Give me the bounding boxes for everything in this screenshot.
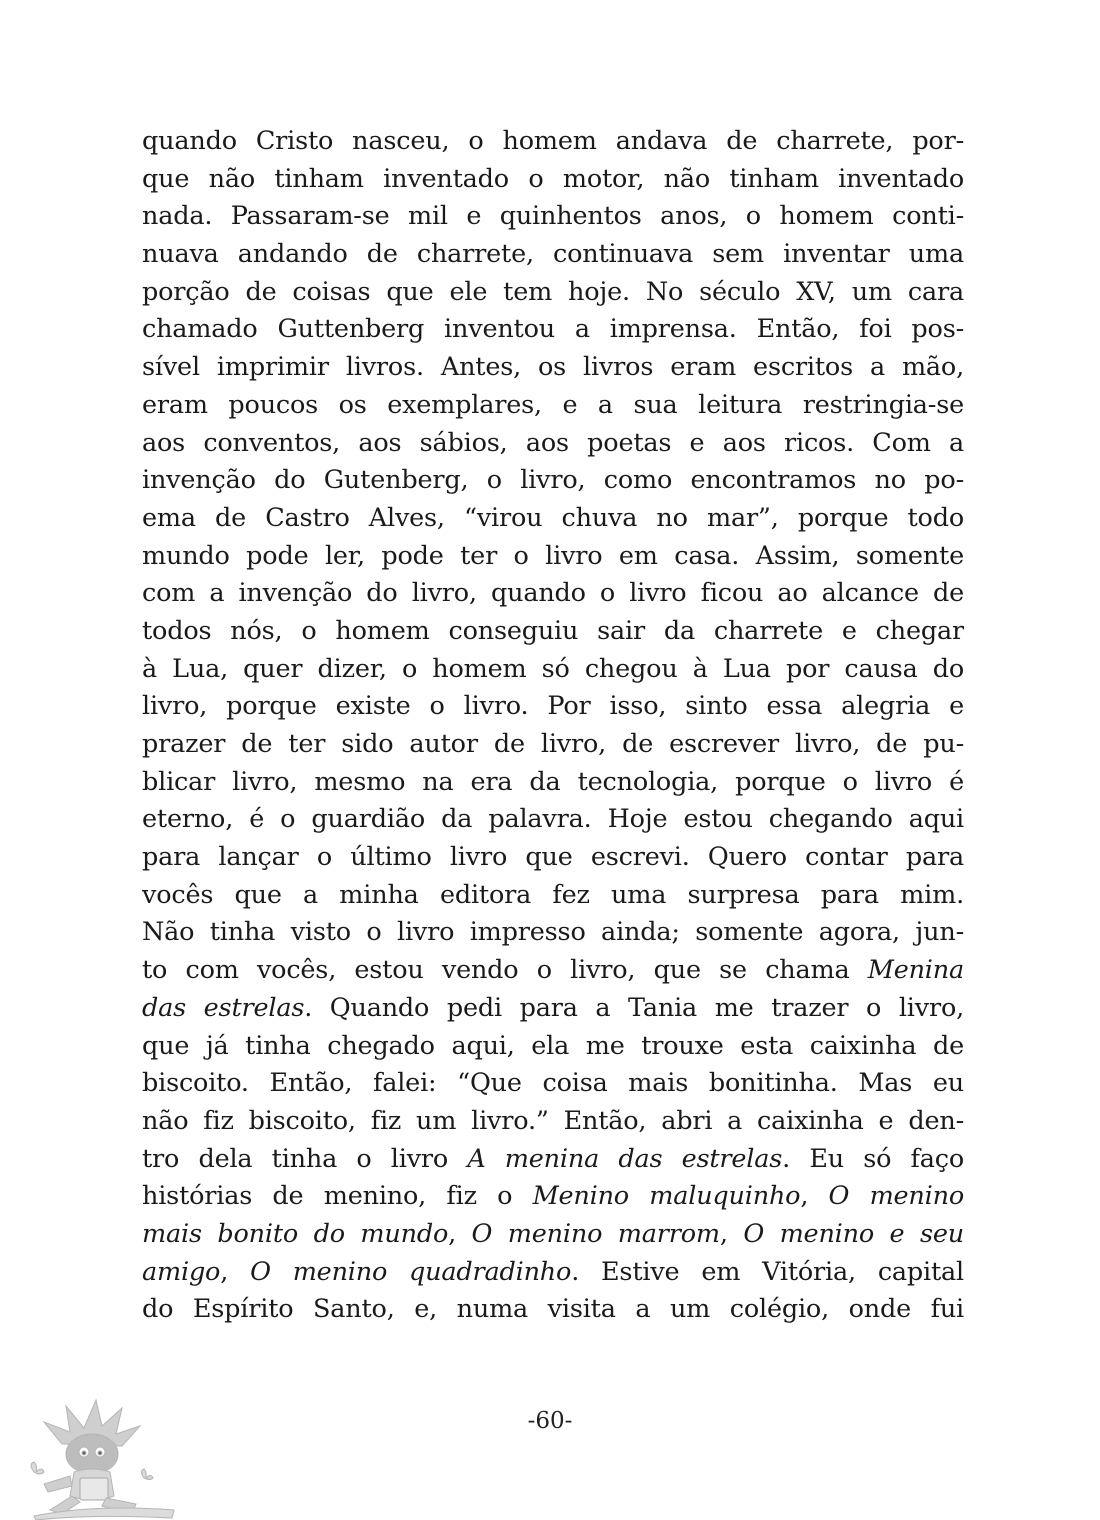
text-segment: do Espírito Santo, e, numa visita a um colégio, onde fui — [142, 1294, 964, 1325]
italic-title-text: O menino — [828, 1181, 964, 1212]
text-segment: todos nós, o homem conseguiu sair da charrete e chegar — [142, 615, 964, 646]
text-line — [142, 1141, 964, 1179]
text-segment: mundo pode ler, pode ter o livro em casa. Assim, somente — [142, 540, 964, 571]
italic-title-text: Menino maluquinho — [532, 1181, 801, 1212]
text-segment: nada. Passaram-se mil e quinhentos anos, o homem conti- — [142, 201, 964, 232]
text-line — [142, 839, 964, 877]
text-line — [142, 914, 964, 952]
text-line — [142, 1178, 964, 1216]
text-segment: . Estive em Vitória, capital — [571, 1256, 964, 1287]
text-line — [142, 538, 964, 576]
text-segment: histórias de menino, fiz o — [142, 1181, 533, 1212]
text-line — [142, 500, 964, 538]
text-segment: aos conventos, aos sábios, aos poetas e aos ricos. Com a — [142, 427, 964, 458]
text-segment: invenção do Gutenberg, o livro, como encontramos no po- — [142, 465, 964, 496]
italic-title-text: O menino e seu — [743, 1218, 964, 1249]
text-line — [142, 990, 964, 1028]
text-segment: livro, porque existe o livro. Por isso, sinto essa alegria e — [142, 691, 964, 722]
text-line — [142, 1216, 964, 1254]
text-segment: , — [448, 1218, 472, 1249]
text-line — [142, 161, 964, 199]
text-segment: vocês que a minha editora fez uma surpresa para mim. — [142, 879, 964, 910]
text-segment: . Eu só faço — [782, 1143, 964, 1174]
text-segment: não fiz biscoito, fiz um livro.” Então, abri a caixinha e den- — [142, 1105, 964, 1136]
text-line — [142, 274, 964, 312]
text-line — [142, 425, 964, 463]
italic-title-text: O menino marrom — [471, 1218, 720, 1249]
text-segment: nuava andando de charrete, continuava sem inventar uma — [142, 239, 964, 270]
text-segment: com a invenção do livro, quando o livro ficou ao alcance de — [142, 578, 964, 609]
italic-title-text: amigo — [142, 1256, 221, 1287]
text-segment: biscoito. Então, falei: “Que coisa mais bonitinha. Mas eu — [142, 1068, 964, 1099]
text-segment: Não tinha visto o livro impresso ainda; somente agora, jun- — [142, 917, 964, 948]
text-segment: . Quando pedi para a Tania me trazer o livro, — [304, 992, 964, 1023]
text-segment: chamado Guttenberg inventou a imprensa. Então, foi pos- — [142, 314, 964, 345]
text-line — [142, 349, 964, 387]
italic-title-text: O menino quadradinho — [250, 1256, 572, 1287]
text-line — [142, 1103, 964, 1141]
italic-title-text: Menina — [867, 955, 964, 986]
text-line — [142, 764, 964, 802]
italic-title-text: mais bonito do mundo — [142, 1218, 449, 1249]
text-segment: to com vocês, estou vendo o livro, que se chama — [142, 955, 868, 986]
text-segment: , — [800, 1181, 829, 1212]
text-segment: eterno, é o guardião da palavra. Hoje estou chegando aqui — [142, 804, 964, 835]
text-segment: que já tinha chegado aqui, ela me trouxe esta caixinha de — [142, 1030, 964, 1061]
text-line — [142, 1291, 964, 1329]
text-line — [142, 1254, 964, 1292]
text-segment: à Lua, quer dizer, o homem só chegou à Lua por causa do — [142, 653, 964, 684]
menino-maluquinho-watermark-icon — [14, 1392, 184, 1520]
text-segment: sível imprimir livros. Antes, os livros eram escritos a mão, — [142, 352, 964, 383]
text-line — [142, 123, 964, 161]
text-line — [142, 462, 964, 500]
text-line — [142, 726, 964, 764]
text-segment: tro dela tinha o livro — [142, 1143, 468, 1174]
text-segment: ema de Castro Alves, “virou chuva no mar”, porque todo — [142, 502, 964, 533]
text-segment: , — [220, 1256, 251, 1287]
text-segment: , — [719, 1218, 744, 1249]
text-line — [142, 311, 964, 349]
text-line — [142, 801, 964, 839]
text-line — [142, 236, 964, 274]
text-line — [142, 198, 964, 236]
text-segment: que não tinham inventado o motor, não tinham inventado — [142, 163, 964, 194]
italic-title-text: das estrelas — [142, 992, 305, 1023]
text-line — [142, 575, 964, 613]
text-line — [142, 1028, 964, 1066]
text-line — [142, 613, 964, 651]
text-segment: prazer de ter sido autor de livro, de escrever livro, de pu- — [142, 729, 964, 759]
text-line — [142, 1065, 964, 1103]
text-segment: eram poucos os exemplares, e a sua leitura restringia-se — [142, 389, 964, 420]
text-segment: quando Cristo nasceu, o homem andava de charrete, por- — [142, 126, 964, 156]
text-segment: para lançar o último livro que escrevi. Quero contar para — [142, 842, 964, 873]
text-line — [142, 651, 964, 689]
text-line — [142, 387, 964, 425]
text-line — [142, 877, 964, 915]
text-line — [142, 688, 964, 726]
text-line — [142, 952, 964, 990]
text-segment: blicar livro, mesmo na era da tecnologia, porque o livro é — [142, 766, 964, 797]
italic-title-text: A menina das estrelas — [467, 1143, 783, 1174]
page-number: -60- — [527, 1408, 573, 1434]
body-text — [142, 123, 964, 1329]
text-segment: porção de coisas que ele tem hoje. No século XV, um cara — [142, 276, 964, 307]
